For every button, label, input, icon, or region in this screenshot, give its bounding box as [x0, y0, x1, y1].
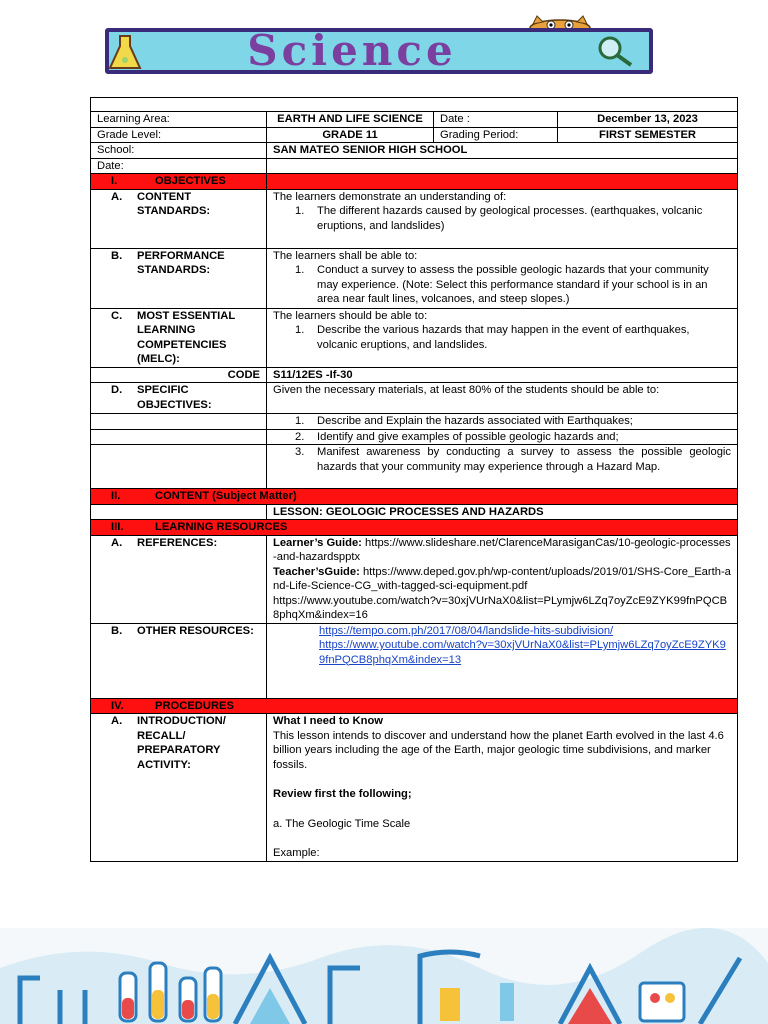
school-value: SAN MATEO SENIOR HIGH SCHOOL	[267, 143, 738, 159]
magnifying-glass-icon	[595, 34, 635, 68]
learning-area-label: Learning Area:	[91, 112, 267, 128]
school-label: School:	[91, 143, 267, 159]
other-resources-label: B. OTHER RESOURCES:	[91, 623, 267, 698]
lesson-title: LESSON: GEOLOGIC PROCESSES AND HAZARDS	[267, 504, 738, 520]
blank-cell	[91, 429, 267, 445]
code-value: S11/12ES -If-30	[267, 367, 738, 383]
objective-item-1: 1. Describe and Explain the hazards associated with Earthquakes;	[267, 414, 738, 430]
grade-level-label: Grade Level:	[91, 127, 267, 143]
references-text: Learner’s Guide: https://www.slideshare.net/ClarenceMarasiganCas/10-geologic-processes-and-hazardspptx Teacher’sGuide: https://www.deped.gov.ph/wp-content/uploads/2019/01/SHS-Core_Earth-and-Life-Science-CG_with-tagged-sci-equipment.pdf https://www.youtube.com/watch?v=30xjVUrNaX0&list=PLymjw6LZq7oyZcE9ZYK99fnPQCB8phqXm&index=16	[267, 535, 738, 623]
blank-cell	[91, 445, 267, 489]
introduction-label: A. INTRODUCTION/ RECALL/ PREPARATORY ACTIVITY:	[91, 714, 267, 862]
learning-resources-heading: III. LEARNING RESOURCES	[91, 520, 738, 536]
objectives-heading-fill	[267, 174, 738, 190]
code-label: CODE	[91, 367, 267, 383]
introduction-text: What I need to Know This lesson intends to discover and understand how the planet Earth evolved in the last 4.6 billion years including the age of the Earth, major geologic time subdivisions, and marker fossils. Review first the following; a. The Geologic Time Scale Example:	[267, 714, 738, 862]
date2-label: Date:	[91, 158, 267, 174]
youtube-link[interactable]: https://www.youtube.com/watch?v=30xjVUrNaX0&list=PLymjw6LZq7oyZcE9ZYK99fnPQCB8phqXm&index=13	[319, 639, 726, 666]
lab-equipment-illustration	[0, 928, 768, 1024]
content-standards-text: The learners demonstrate an understanding of: 1. The different hazards caused by geological processes. (earthquakes, volcanic eruptions, and landslides)	[267, 189, 738, 248]
procedures-heading: IV. PROCEDURES	[91, 698, 738, 714]
grading-period-label: Grading Period:	[434, 127, 558, 143]
date-label: Date :	[434, 112, 558, 128]
blank-cell	[91, 504, 267, 520]
grading-period-value: FIRST SEMESTER	[558, 127, 738, 143]
other-resources-text	[267, 623, 738, 698]
performance-standards-text: The learners shall be able to: 1. Conduct a survey to assess the possible geologic hazards that your community may experience. (Note: Select this performance standard if your school is in an area near fault lines, volcanoes, and steep slopes.)	[267, 248, 738, 308]
header-blank-row	[91, 98, 738, 112]
content-heading: II. CONTENT (Subject Matter)	[91, 489, 738, 505]
lesson-plan-table	[90, 97, 738, 862]
melc-label: C. MOST ESSENTIAL LEARNING COMPETENCIES (MELC):	[91, 308, 267, 367]
date2-value	[267, 158, 738, 174]
melc-text: The learners should be able to: 1. Describe the various hazards that may happen in the event of earthquakes, volcanic eruptions, and landslides.	[267, 308, 738, 367]
grade-level-value: GRADE 11	[267, 127, 434, 143]
science-banner	[105, 14, 653, 76]
performance-standards-label: B. PERFORMANCE STANDARDS:	[91, 248, 267, 308]
date-value: December 13, 2023	[558, 112, 738, 128]
tempo-link[interactable]: https://tempo.com.ph/2017/08/04/landslide-hits-subdivision/	[319, 624, 614, 637]
references-label: A. REFERENCES:	[91, 535, 267, 623]
objective-item-3: 3. Manifest awareness by conducting a survey to assess the possible geologic hazards that your community may experience through a Hazard Map.	[267, 445, 738, 489]
banner-title: Science	[247, 26, 457, 75]
specific-objectives-intro: Given the necessary materials, at least 80% of the students should be able to:	[267, 383, 738, 414]
content-standards-label: A. CONTENT STANDARDS:	[91, 189, 267, 248]
learning-area-value: EARTH AND LIFE SCIENCE	[267, 112, 434, 128]
specific-objectives-label: D. SPECIFIC OBJECTIVES:	[91, 383, 267, 414]
objectives-heading: I. OBJECTIVES	[91, 174, 267, 190]
objective-item-2: 2. Identify and give examples of possible geologic hazards and;	[267, 429, 738, 445]
blank-cell	[91, 414, 267, 430]
